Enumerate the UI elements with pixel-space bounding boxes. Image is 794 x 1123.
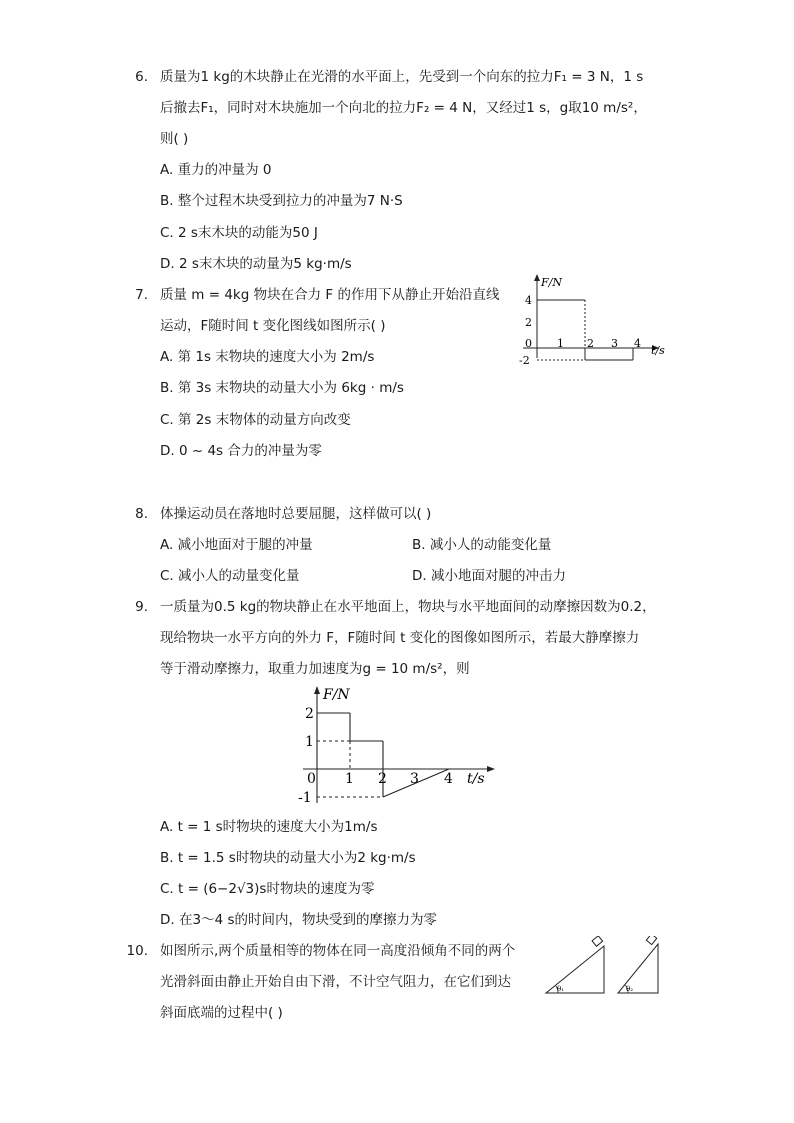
q8-option-b: B. 减小人的动能变化量 xyxy=(412,537,552,553)
q10-stem-line2: 光滑斜面由静止开始自由下滑，不计空气阻力，在它们到达 xyxy=(160,974,511,990)
q8-number: 8. xyxy=(135,506,148,522)
q9-option-a: A. t = 1 s时物块的速度大小为1m/s xyxy=(160,819,378,835)
q6-option-a: A. 重力的冲量为 0 xyxy=(160,162,272,178)
q7-option-d: D. 0 ~ 4s 合力的冲量为零 xyxy=(160,443,322,459)
q8-option-c: C. 减小人的动量变化量 xyxy=(160,568,300,584)
q9-y-axis-label: F/N xyxy=(323,687,350,703)
q7-stem-line1: 质量 m = 4kg 物块在合力 F 的作用下从静止开始沿直线 xyxy=(160,287,500,303)
q7-option-a: A. 第 1s 末物块的速度大小为 2m/s xyxy=(160,349,375,365)
q7-origin: 0 xyxy=(525,337,532,350)
q9-stem-line1: 一质量为0.5 kg的物块静止在水平地面上，物块与水平地面间的动摩擦因数为0.2， xyxy=(160,599,656,615)
q7-y-axis-label: F/N xyxy=(541,276,562,289)
incline-2-angle-label: θ₂ xyxy=(626,985,634,993)
q6-number: 6. xyxy=(135,69,148,85)
q7-stem-line2: 运动，F随时间 t 变化图线如图所示( ) xyxy=(160,318,386,334)
q9-y-tick-neg1: -1 xyxy=(298,790,312,806)
q6-option-c: C. 2 s末木块的动能为50 J xyxy=(160,225,318,241)
q6-stem-line3: 则( ) xyxy=(160,131,189,147)
q8-option-a: A. 减小地面对于腿的冲量 xyxy=(160,537,313,553)
q6-stem-line1: 质量为1 kg的木块静止在光滑的水平面上，先受到一个向东的拉力F₁ = 3 N，1 s xyxy=(160,69,644,85)
q10-inclined-planes-figure xyxy=(540,936,670,998)
q6-option-d: D. 2 s末木块的动量为5 kg·m/s xyxy=(160,256,352,272)
q9-origin: 0 xyxy=(307,771,316,787)
q7-x-tick-4: 4 xyxy=(634,337,641,350)
q10-number: 10. xyxy=(126,943,148,959)
q10-stem-line1: 如图所示,两个质量相等的物体在同一高度沿倾角不同的两个 xyxy=(160,943,516,959)
q7-number: 7. xyxy=(135,287,148,303)
q9-x-tick-1: 1 xyxy=(345,771,354,787)
q7-y-tick-neg2: -2 xyxy=(519,354,530,367)
q7-option-b: B. 第 3s 末物块的动量大小为 6kg · m/s xyxy=(160,380,404,396)
q6-option-b: B. 整个过程木块受到拉力的冲量为7 N·S xyxy=(160,193,403,209)
q9-option-c: C. t = (6−2√3)s时物块的速度为零 xyxy=(160,881,375,897)
q9-option-b: B. t = 1.5 s时物块的动量大小为2 kg·m/s xyxy=(160,850,416,866)
q9-stem-line2: 现给物块一水平方向的外力 F，F随时间 t 变化的图像如图所示，若最大静摩擦力 xyxy=(160,630,640,646)
q9-y-tick-2: 2 xyxy=(305,706,314,722)
q7-y-tick-2: 2 xyxy=(525,316,532,329)
q9-stem-line3: 等于滑动摩擦力，取重力加速度为g = 10 m/s²，则 xyxy=(160,661,470,677)
q9-x-tick-3: 3 xyxy=(410,771,419,787)
q9-x-tick-4: 4 xyxy=(444,771,453,787)
q6-stem-line2: 后撤去F₁，同时对木块施加一个向北的拉力F₂ = 4 N，又经过1 s，g取10 m/s²， xyxy=(160,100,647,116)
q9-number: 9. xyxy=(135,599,148,615)
q7-x-axis-label: t/s xyxy=(651,344,665,357)
q10-stem-line3: 斜面底端的过程中( ) xyxy=(160,1005,283,1021)
q7-x-tick-1: 1 xyxy=(557,337,564,350)
q8-stem: 体操运动员在落地时总要屈腿，这样做可以( ) xyxy=(160,506,432,522)
q9-force-time-graph xyxy=(295,683,505,808)
q9-option-d: D. 在3～4 s的时间内，物块受到的摩擦力为零 xyxy=(160,912,437,928)
q7-x-tick-2: 2 xyxy=(587,337,594,350)
q7-x-tick-3: 3 xyxy=(611,337,618,350)
q9-y-tick-1: 1 xyxy=(305,734,314,750)
q7-force-time-graph xyxy=(505,270,675,380)
incline-1-angle-label: θ₁ xyxy=(557,985,565,993)
q7-y-tick-4: 4 xyxy=(525,294,532,307)
q9-x-tick-2: 2 xyxy=(378,771,387,787)
q8-option-d: D. 减小地面对腿的冲击力 xyxy=(412,568,566,584)
q7-option-c: C. 第 2s 末物体的动量方向改变 xyxy=(160,412,351,428)
q9-x-axis-label: t/s xyxy=(467,771,485,787)
